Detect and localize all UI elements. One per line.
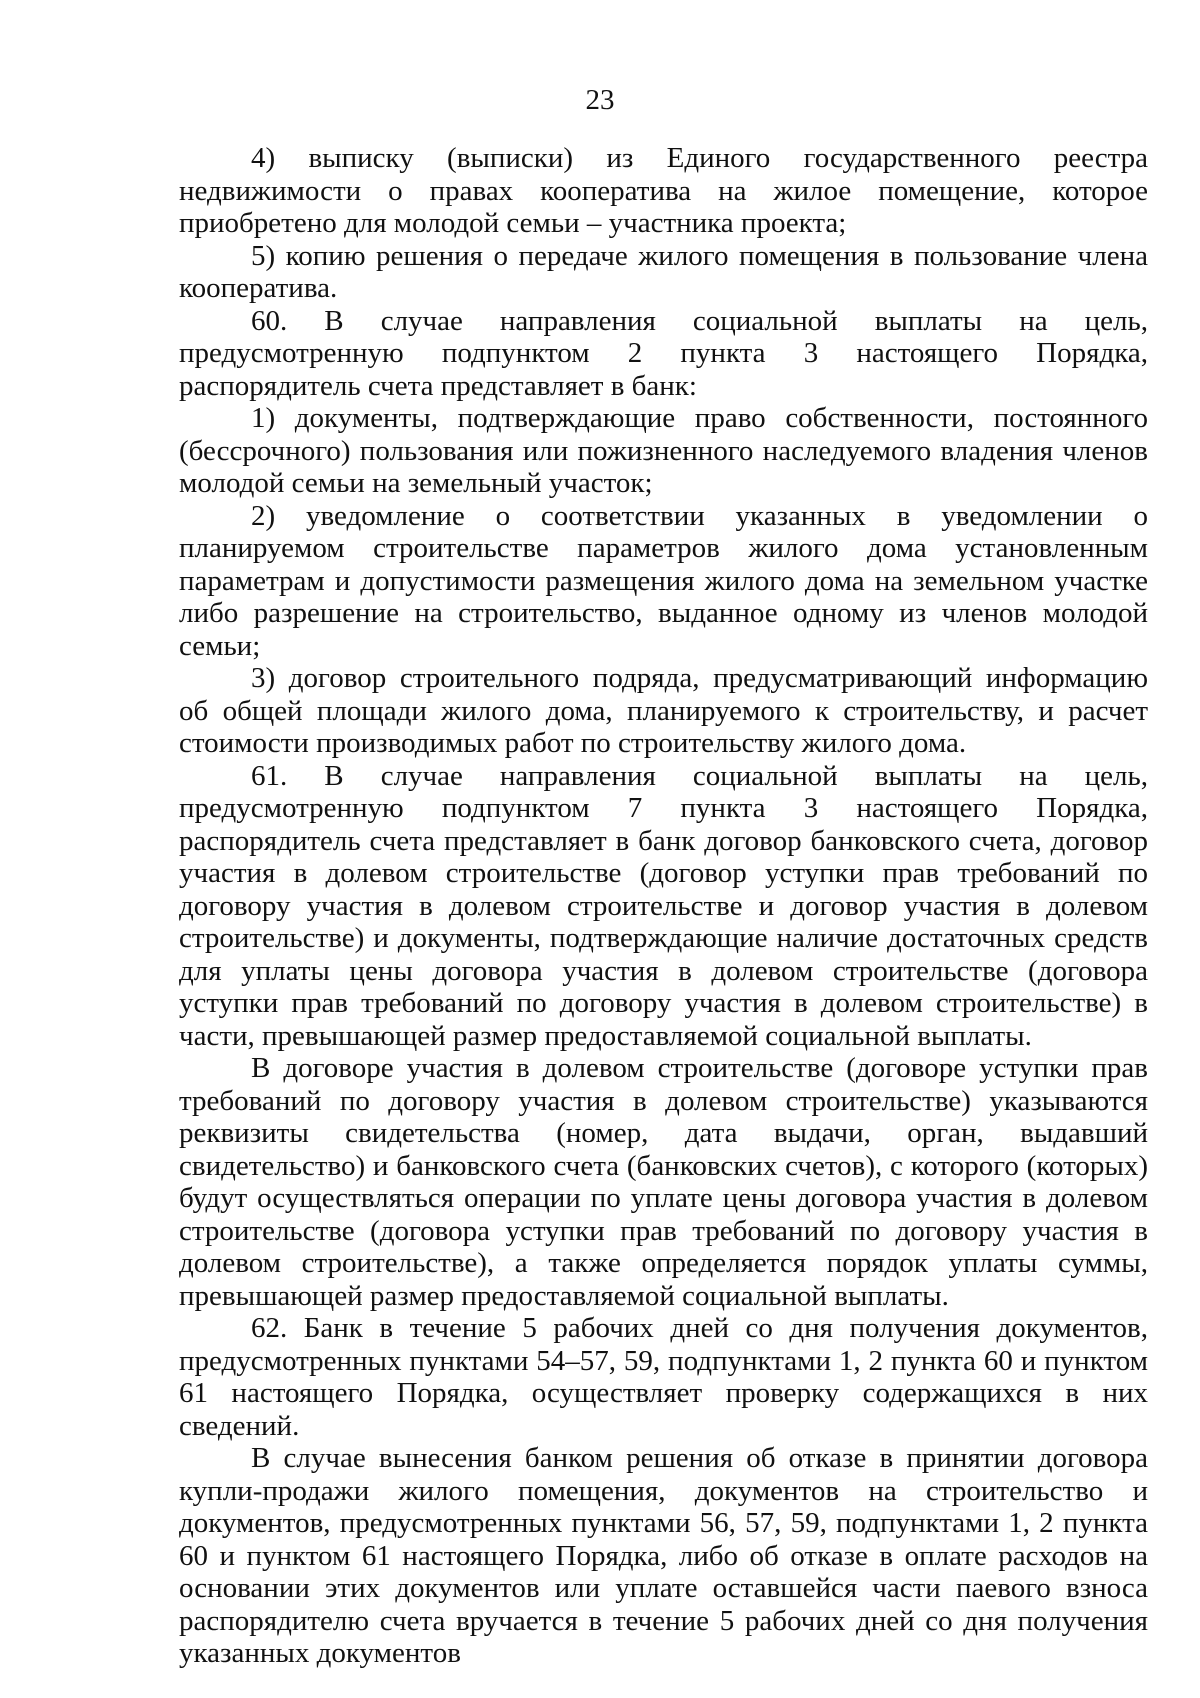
paragraph-61-contract-details: В договоре участия в долевом строительстве (договоре уступки прав требований по договору участия в долевом строительстве) указываются реквизиты свидетельства (номер, дата выдачи, орган, выдавший свидетельство) и банковского счета (банковских счетов), с которого (которых) будут осуществляться операции по уплате цены договора участия в долевом строительстве (договора уступки прав требований по договору участия в долевом строительстве), а также определяется порядок уплаты суммы, превышающей размер предоставляемой социальной выплаты.: [179, 1052, 1148, 1312]
paragraph-61: 61. В случае направления социальной выплаты на цель, предусмотренную подпунктом 7 пункта 3 настоящего Порядка, распорядитель счета представляет в банк договор банковского счета, договор участия в долевом строительстве (договор уступки прав требований по договору участия в долевом строительстве и договор участия в долевом строительстве) и документы, подтверждающие наличие достаточных средств для уплаты цены договора участия в долевом строительстве (договора уступки прав требований по договору участия в долевом строительстве) в части, превышающей размер предоставляемой социальной выплаты.: [179, 759, 1148, 1052]
paragraph-item-5: 5) копию решения о передаче жилого помещения в пользование члена кооператива.: [179, 239, 1148, 304]
paragraph-60-item-2: 2) уведомление о соответствии указанных в уведомлении о планируемом строительстве параметров жилого дома установленным параметрам и допустимости размещения жилого дома на земельном участке либо разрешение на строительство, выданное одному из членов молодой семьи;: [179, 499, 1148, 662]
paragraph-60-item-3: 3) договор строительного подряда, предусматривающий информацию об общей площади жилого дома, планируемого к строительству, и расчет стоимости производимых работ по строительству жилого дома.: [179, 662, 1148, 759]
paragraph-60: 60. В случае направления социальной выплаты на цель, предусмотренную подпунктом 2 пункта 3 настоящего Порядка, распорядитель счета представляет в банк:: [179, 304, 1148, 402]
paragraph-60-item-1: 1) документы, подтверждающие право собственности, постоянного (бессрочного) пользования или пожизненного наследуемого владения членов молодой семьи на земельный участок;: [179, 402, 1148, 499]
page-number: 23: [585, 84, 615, 116]
paragraph-62: 62. Банк в течение 5 рабочих дней со дня получения документов, предусмотренных пунктами 54–57, 59, подпунктами 1, 2 пункта 60 и пунктом 61 настоящего Порядка, осуществляет проверку содержащихся в них сведений.: [179, 1312, 1148, 1442]
body-text: [179, 142, 1148, 1670]
paragraph-item-4: 4) выписку (выписки) из Единого государственного реестра недвижимости о правах кооператива на жилое помещение, которое приобретено для молодой семьи – участника проекта;: [179, 142, 1148, 239]
paragraph-62-refusal: В случае вынесения банком решения об отказе в принятии договора купли-продажи жилого помещения, документов на строительство и документов, предусмотренных пунктами 56, 57, 59, подпунктами 1, 2 пункта 60 и пунктом 61 настоящего Порядка, либо об отказе в оплате расходов на основании этих документов или уплате оставшейся части паевого взноса распорядителю счета вручается в течение 5 рабочих дней со дня получения указанных документов: [179, 1442, 1148, 1669]
